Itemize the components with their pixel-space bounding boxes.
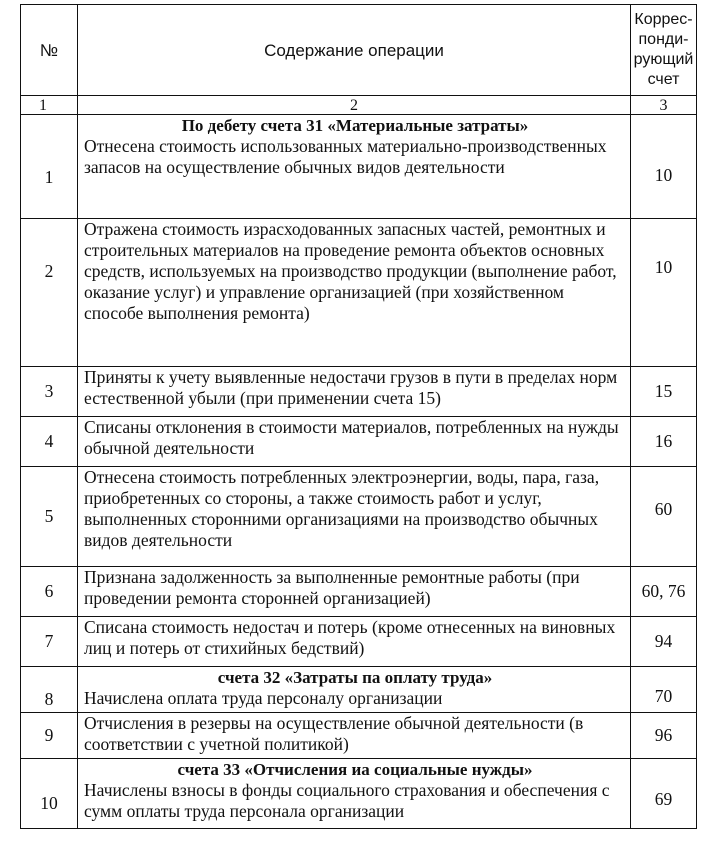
- row-content: [78, 713, 631, 759]
- operation-text: Отнесена стоимость потребленных электроэнергии, воды, пара, газа, приобретенных со стороны, а также стоимость работ и услуг, выполненных сторонними организациями на производство обычных видов деятельности: [84, 467, 600, 550]
- column-index-1: 1: [21, 96, 78, 115]
- row-number: 7: [21, 617, 78, 667]
- operation-text: Отнесена стоимость использованных материально-производственных запасов на осуществление обычных видов деятельности: [84, 136, 607, 177]
- row-content: [78, 417, 631, 467]
- row-content: [78, 617, 631, 667]
- operation-text: Начислена оплата труда персоналу организации: [84, 688, 443, 708]
- table-row: [21, 713, 697, 759]
- row-account: 96: [631, 713, 697, 759]
- table-row: [21, 667, 697, 713]
- table-row: [21, 367, 697, 417]
- row-account: 70: [631, 667, 697, 713]
- row-content: [78, 567, 631, 617]
- row-account: 15: [631, 367, 697, 417]
- row-content: [78, 667, 631, 713]
- column-index-2: 2: [78, 96, 631, 115]
- table-row: [21, 567, 697, 617]
- operation-text: Приняты к учету выявленные недостачи грузов в пути в пределах норм естественной убыли (при применении счета 15): [84, 367, 618, 408]
- row-content: [78, 367, 631, 417]
- row-number: 5: [21, 467, 78, 567]
- operation-text: Начислены взносы в фонды социального страхования и обеспечения с сумм оплаты труда персонала организации: [84, 780, 610, 821]
- row-number: 9: [21, 713, 78, 759]
- table-row: [21, 617, 697, 667]
- column-index-3: 3: [631, 96, 697, 115]
- header-account-label: Коррес- понди- рующий счет: [633, 11, 694, 88]
- row-number: 6: [21, 567, 78, 617]
- table-row: [21, 467, 697, 567]
- row-content: [78, 467, 631, 567]
- column-index-row: [21, 96, 697, 115]
- section-title: По дебету счета 31 «Материальные затраты»: [181, 116, 529, 135]
- table-row: [21, 759, 697, 829]
- row-number: 8: [21, 667, 78, 713]
- row-account: 10: [631, 219, 697, 367]
- operation-text: Списаны отклонения в стоимости материалов, потребленных на нужды обычной деятельности: [84, 417, 619, 458]
- header-account: [631, 5, 697, 96]
- table-row: [21, 219, 697, 367]
- operations-table: [20, 4, 697, 829]
- row-content: [78, 219, 631, 367]
- row-number: 4: [21, 417, 78, 467]
- header-row: [21, 5, 697, 96]
- row-content: [78, 759, 631, 829]
- header-content: Содержание операции: [78, 5, 631, 96]
- operation-text: Признана задолженность за выполненные ремонтные работы (при проведении ремонта сторонней организацией): [84, 567, 580, 608]
- row-account: 94: [631, 617, 697, 667]
- section-title: счета 32 «Затраты па оплату труда»: [217, 668, 493, 687]
- operation-text: Списана стоимость недостач и потерь (кроме отнесенных на виновных лиц и потерь от стихийных бедствий): [84, 617, 616, 658]
- row-number: 2: [21, 219, 78, 367]
- row-account: 16: [631, 417, 697, 467]
- header-number: №: [21, 5, 78, 96]
- row-content: [78, 115, 631, 219]
- section-title: счета 33 «Отчисления иа социальные нужды»: [177, 760, 533, 779]
- row-number: 3: [21, 367, 78, 417]
- table-row: [21, 115, 697, 219]
- row-number: 10: [21, 759, 78, 829]
- row-account: 60, 76: [631, 567, 697, 617]
- row-account: 69: [631, 759, 697, 829]
- row-account: 60: [631, 467, 697, 567]
- operation-text: Отражена стоимость израсходованных запасных частей, ремонтных и строительных материалов на проведение ремонта объектов основных средств, используемых на производство продукции (выполнение работ, оказание услуг) и управление организацией (при хозяйственном способе выполнения ремонта): [84, 219, 617, 323]
- table-row: [21, 417, 697, 467]
- row-number: 1: [21, 115, 78, 219]
- operation-text: Отчисления в резервы на осуществление обычной деятельности (в соответствии с учетной политикой): [84, 713, 584, 754]
- row-account: 10: [631, 115, 697, 219]
